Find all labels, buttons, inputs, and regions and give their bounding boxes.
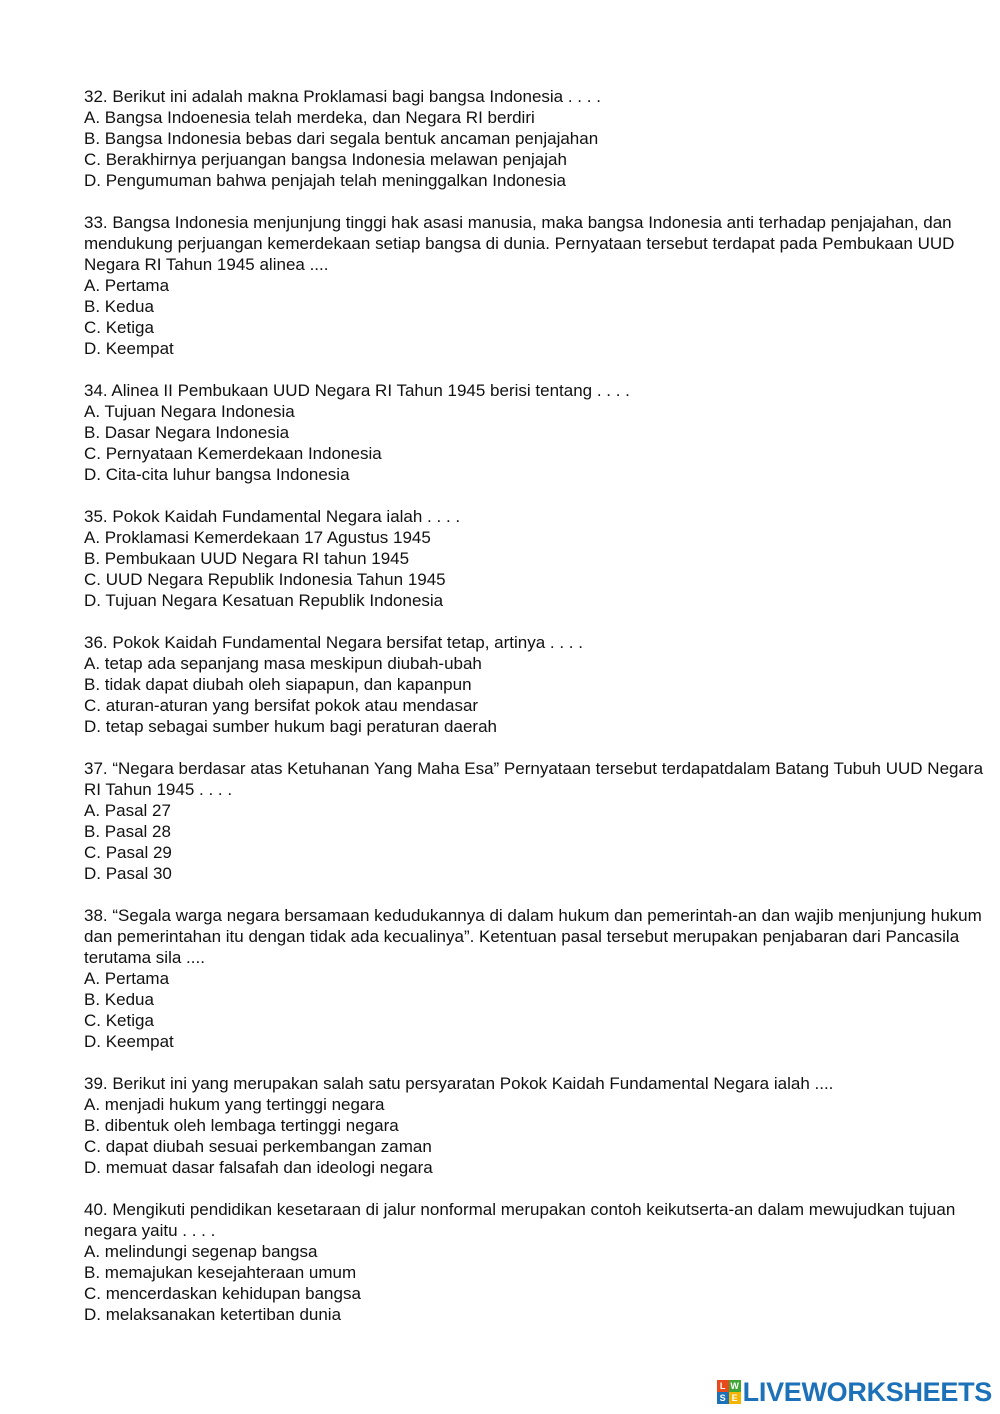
option-b: B. Kedua bbox=[84, 297, 154, 316]
logo-letter: W bbox=[730, 1381, 739, 1391]
option-d: D. Pasal 30 bbox=[84, 864, 172, 883]
option-a: A. Pasal 27 bbox=[84, 801, 171, 820]
option-c: C. Pernyataan Kemerdekaan Indonesia bbox=[84, 444, 382, 463]
question-text: 32. Berikut ini adalah makna Proklamasi bagi bangsa Indonesia . . . . bbox=[84, 87, 601, 106]
option-d: D. tetap sebagai sumber hukum bagi peraturan daerah bbox=[84, 717, 497, 736]
option-d: D. Keempat bbox=[84, 339, 174, 358]
question-text: 38. “Segala warga negara bersamaan kedudukannya di dalam hukum dan pemerintah-an dan wajib menjunjung hukum dan pemerintahan itu dengan tidak ada kecualinya”. Ketentuan pasal tersebut merupakan penjabaran dari Pancasila terutama sila .... bbox=[84, 906, 982, 967]
liveworksheets-logo-icon bbox=[717, 1380, 741, 1404]
question-33 bbox=[84, 212, 996, 359]
option-a: A. Pertama bbox=[84, 969, 170, 988]
question-34 bbox=[84, 380, 996, 485]
question-text: 39. Berikut ini yang merupakan salah satu persyaratan Pokok Kaidah Fundamental Negara ialah .... bbox=[84, 1074, 834, 1093]
option-a: A. Bangsa Indoenesia telah merdeka, dan Negara RI berdiri bbox=[84, 108, 535, 127]
worksheet-page bbox=[84, 86, 996, 1346]
option-d: D. Pengumuman bahwa penjajah telah meninggalkan Indonesia bbox=[84, 171, 567, 190]
logo-letter: L bbox=[717, 1380, 729, 1392]
question-40 bbox=[84, 1199, 996, 1325]
option-b: B. memajukan kesejahteraan umum bbox=[84, 1263, 357, 1282]
logo-letter: E bbox=[729, 1392, 741, 1404]
option-c: C. Berakhirnya perjuangan bangsa Indonesia melawan penjajah bbox=[84, 150, 567, 169]
option-b: B. dibentuk oleh lembaga tertinggi negara bbox=[84, 1116, 399, 1135]
question-text: 40. Mengikuti pendidikan kesetaraan di jalur nonformal merupakan contoh keikutserta-an dalam mewujudkan tujuan negara yaitu . . . . bbox=[84, 1200, 956, 1240]
question-35 bbox=[84, 506, 996, 611]
question-text: 33. Bangsa Indonesia menjunjung tinggi hak asasi manusia, maka bangsa Indonesia anti terhadap penjajahan, dan mendukung perjuangan kemerdekaan setiap bangsa di dunia. Pernyataan tersebut terdapat pada Pembukaan UUD Negara RI Tahun 1945 alinea .... bbox=[84, 213, 955, 274]
option-d: D. memuat dasar falsafah dan ideologi negara bbox=[84, 1158, 433, 1177]
question-text: 37. “Negara berdasar atas Ketuhanan Yang Maha Esa” Pernyataan tersebut terdapatdalam Batang Tubuh UUD Negara RI Tahun 1945 . . . . bbox=[84, 759, 984, 799]
option-a: A. melindungi segenap bangsa bbox=[84, 1242, 318, 1261]
liveworksheets-logo[interactable] bbox=[717, 1378, 992, 1406]
option-d: D. melaksanakan ketertiban dunia bbox=[84, 1305, 342, 1324]
option-c: C. mencerdaskan kehidupan bangsa bbox=[84, 1284, 361, 1303]
option-c: C. Ketiga bbox=[84, 1011, 154, 1030]
option-d: D. Keempat bbox=[84, 1032, 174, 1051]
option-b: B. Pasal 28 bbox=[84, 822, 171, 841]
option-c: C. Pasal 29 bbox=[84, 843, 172, 862]
question-text: 36. Pokok Kaidah Fundamental Negara bersifat tetap, artinya . . . . bbox=[84, 633, 583, 652]
question-37 bbox=[84, 758, 996, 884]
option-a: A. Pertama bbox=[84, 276, 170, 295]
option-c: C. dapat diubah sesuai perkembangan zaman bbox=[84, 1137, 432, 1156]
option-c: C. aturan-aturan yang bersifat pokok atau mendasar bbox=[84, 696, 479, 715]
option-a: A. Proklamasi Kemerdekaan 17 Agustus 1945 bbox=[84, 528, 431, 547]
question-36 bbox=[84, 632, 996, 737]
question-text: 34. Alinea II Pembukaan UUD Negara RI Tahun 1945 berisi tentang . . . . bbox=[84, 381, 630, 400]
liveworksheets-wordmark: LIVEWORKSHEETS bbox=[742, 1377, 992, 1407]
question-38 bbox=[84, 905, 996, 1052]
question-39 bbox=[84, 1073, 996, 1178]
option-c: C. Ketiga bbox=[84, 318, 154, 337]
option-a: A. Tujuan Negara Indonesia bbox=[84, 402, 295, 421]
option-b: B. Kedua bbox=[84, 990, 154, 1009]
question-32 bbox=[84, 86, 996, 191]
option-a: A. menjadi hukum yang tertinggi negara bbox=[84, 1095, 385, 1114]
option-c: C. UUD Negara Republik Indonesia Tahun 1945 bbox=[84, 570, 446, 589]
option-d: D. Cita-cita luhur bangsa Indonesia bbox=[84, 465, 350, 484]
logo-letter: S bbox=[717, 1392, 729, 1404]
option-b: B. tidak dapat diubah oleh siapapun, dan kapanpun bbox=[84, 675, 472, 694]
option-b: B. Bangsa Indonesia bebas dari segala bentuk ancaman penjajahan bbox=[84, 129, 599, 148]
option-b: B. Pembukaan UUD Negara RI tahun 1945 bbox=[84, 549, 410, 568]
question-text: 35. Pokok Kaidah Fundamental Negara ialah . . . . bbox=[84, 507, 461, 526]
option-a: A. tetap ada sepanjang masa meskipun diubah-ubah bbox=[84, 654, 482, 673]
option-b: B. Dasar Negara Indonesia bbox=[84, 423, 290, 442]
option-d: D. Tujuan Negara Kesatuan Republik Indonesia bbox=[84, 591, 444, 610]
